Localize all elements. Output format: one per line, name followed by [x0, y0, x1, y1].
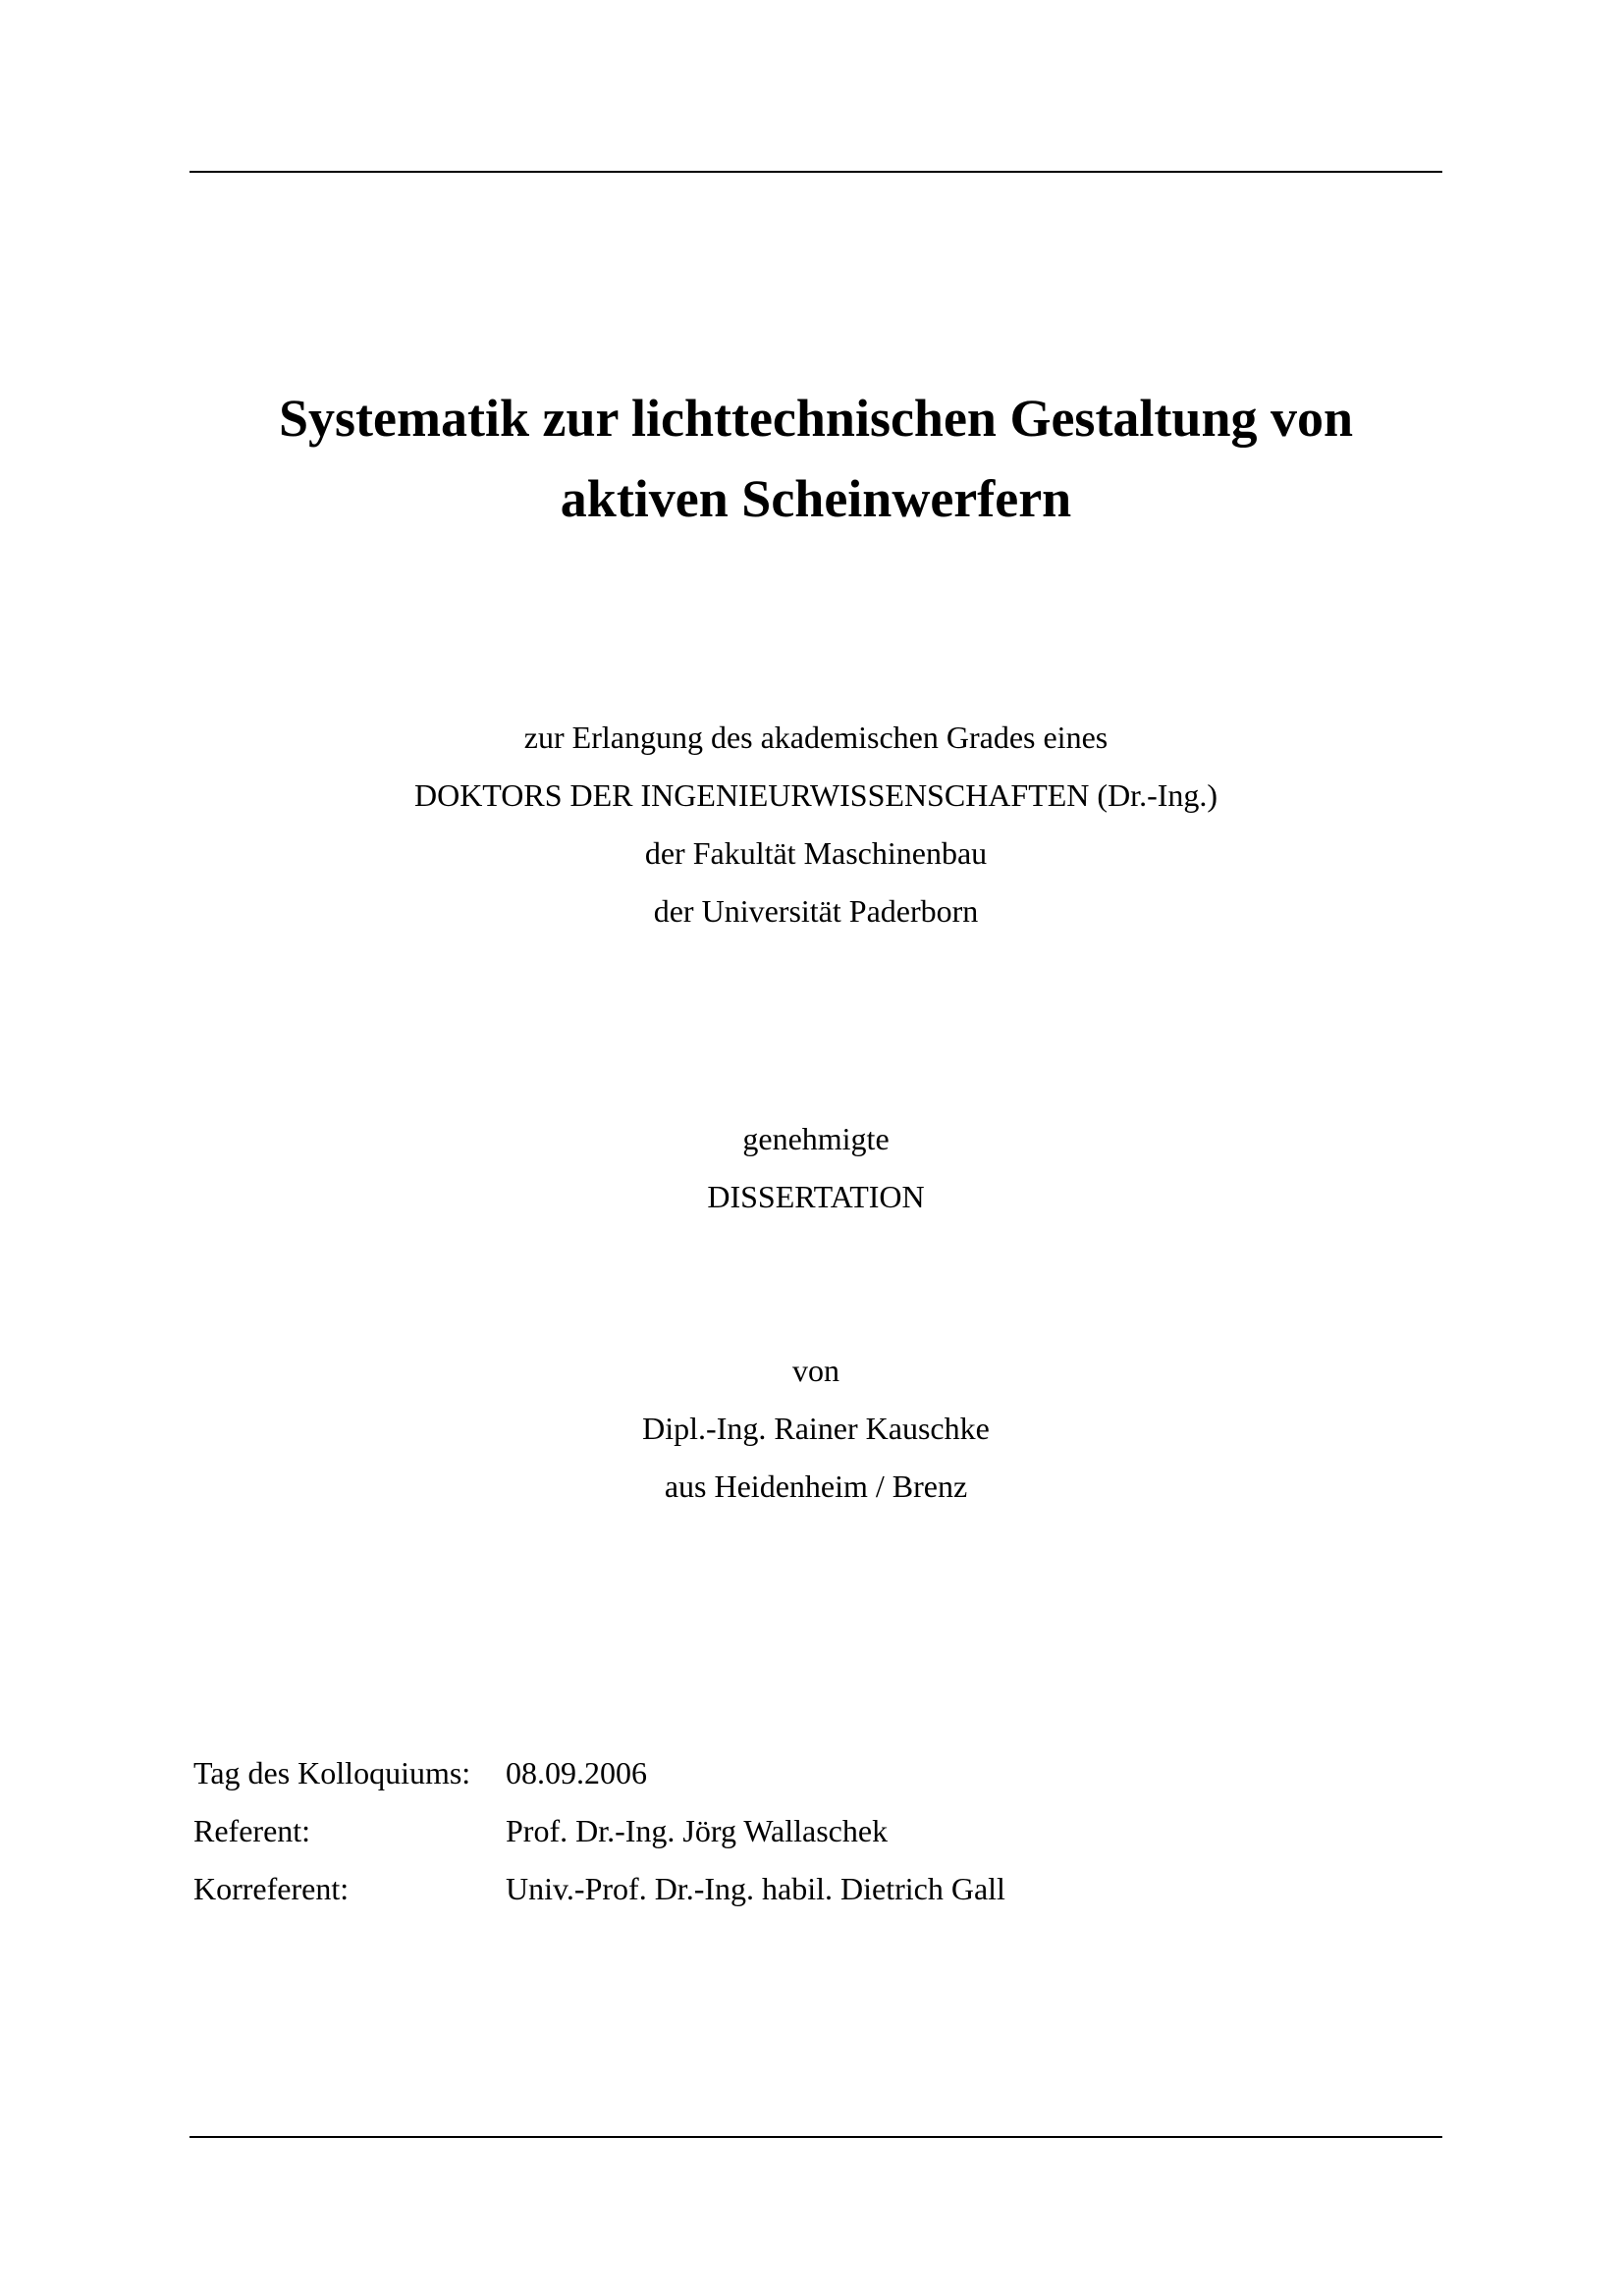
degree-line-4: der Universität Paderborn — [653, 893, 979, 929]
referent-label: Referent: — [193, 1813, 311, 1848]
colloquium-date-value: 08.09.2006 — [506, 1755, 647, 1790]
referent-value: Prof. Dr.-Ing. Jörg Wallaschek — [506, 1813, 889, 1848]
approval-line-2: DISSERTATION — [707, 1179, 925, 1214]
title-line-2: aktiven Scheinwerfern — [560, 469, 1072, 528]
colloquium-row-date — [193, 1744, 1005, 1802]
colloquium-row-referent — [193, 1802, 1005, 1860]
colloquium-details — [193, 1744, 1005, 1918]
approval-statement — [189, 1110, 1442, 1226]
author-origin: aus Heidenheim / Brenz — [664, 1468, 968, 1504]
title-line-1: Systematik zur lichttechnischen Gestaltung von — [278, 389, 1354, 448]
approval-line-1: genehmigte — [742, 1121, 890, 1156]
degree-statement — [189, 709, 1442, 940]
degree-line-1: zur Erlangung des akademischen Grades eines — [523, 720, 1109, 755]
degree-line-2: DOKTORS DER INGENIEURWISSENSCHAFTEN (Dr.-Ing.) — [413, 777, 1218, 813]
dissertation-title — [189, 378, 1442, 539]
degree-line-3: der Fakultät Maschinenbau — [644, 835, 988, 871]
author-block — [189, 1342, 1442, 1516]
author-prefix: von — [792, 1353, 839, 1388]
bottom-rule — [189, 2136, 1442, 2138]
colloquium-date-label: Tag des Kolloquiums: — [193, 1755, 471, 1790]
author-name: Dipl.-Ing. Rainer Kauschke — [642, 1411, 990, 1446]
korreferent-label: Korreferent: — [193, 1871, 350, 1906]
top-rule — [189, 171, 1442, 173]
colloquium-row-korreferent — [193, 1860, 1005, 1918]
korreferent-value: Univ.-Prof. Dr.-Ing. habil. Dietrich Gall — [506, 1871, 1005, 1906]
